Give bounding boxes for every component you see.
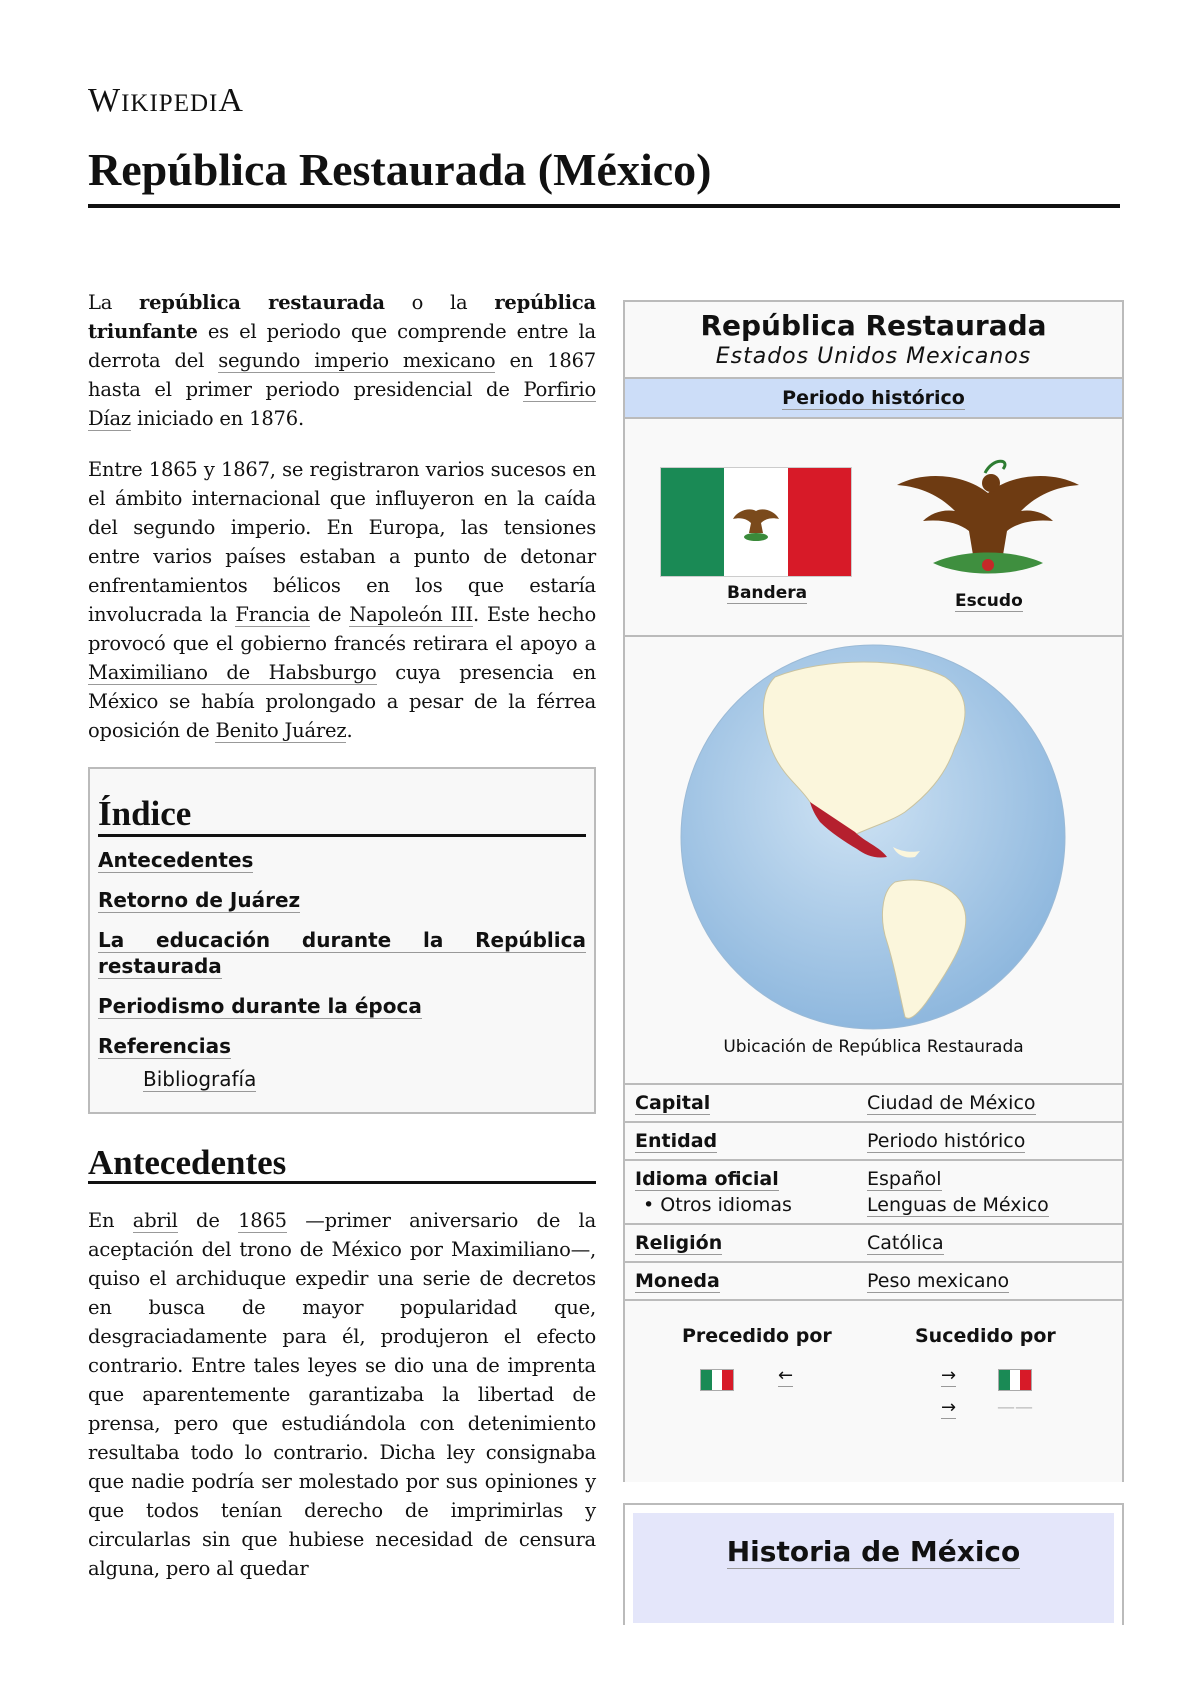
row-value-link[interactable]: Español	[867, 1168, 942, 1190]
link-1865[interactable]: 1865	[238, 1209, 287, 1232]
link-abril[interactable]: abril	[132, 1209, 178, 1232]
successor-arrow-link[interactable]: →	[941, 1365, 957, 1386]
infobox-band	[625, 379, 1122, 419]
table-of-contents	[88, 767, 596, 1114]
row-sublabel: • Otros idiomas	[643, 1194, 792, 1216]
toc-subitem-bibliografia[interactable]: Bibliografía	[143, 1067, 257, 1091]
successor-placeholder: ——	[997, 1397, 1033, 1418]
row-label[interactable]: Capital	[635, 1092, 711, 1114]
row-label[interactable]: Religión	[635, 1232, 723, 1254]
navbox-title-link[interactable]: Historia de México	[726, 1535, 1021, 1568]
row-value-link[interactable]: Lenguas de México	[867, 1194, 1049, 1216]
text: Entre 1865 y 1867, se registraron varios sucesos en el ámbito internacional que influyeron en la caída del segundo imperio. En Europa, las tensiones entre varios países estaban a punto de detonar enfrentamientos bélicos en los que estaría involucrada la	[88, 458, 596, 626]
infobox-row-moneda	[625, 1263, 1122, 1301]
infobox-symbols	[625, 419, 1122, 637]
infobox-official-name: Estados Unidos Mexicanos	[715, 344, 1032, 369]
row-label[interactable]: Entidad	[635, 1130, 718, 1152]
toc-item-periodismo[interactable]: Periodismo durante la época	[98, 994, 422, 1018]
infobox-rows	[625, 1085, 1122, 1301]
link-napoleon-iii[interactable]: Napoleón III	[349, 603, 474, 626]
text: es el periodo que comprende entre la derrota del	[88, 320, 596, 372]
link-porfirio-diaz[interactable]: Porfirio Díaz	[88, 378, 596, 430]
text: —primer aniversario de la aceptación del trono de México por Maximiliano—, quiso el archiduque expedir una serie de decretos en busca de mayor popularidad que, desgraciadamente para él, produjeron el efecto contrario. Entre tales leyes se dio una de imprenta que aparentemente garantizaba la libertad de prensa, pero que estudiándola con detenimiento resultaba todo lo contrario. Dicha ley consignaba que nadie podría ser molestado por sus opiniones y que todos tenían derecho de imprimirlas y circularlas sin que hubiese necesidad de censura alguna, pero al quedar	[88, 1209, 596, 1580]
infobox-map	[625, 637, 1122, 1085]
intro-paragraph-2	[88, 455, 596, 745]
text: cuya presencia en México se había prolongado a pesar de la férrea oposición de	[88, 661, 597, 742]
text: de	[177, 1209, 239, 1232]
link-segundo-imperio[interactable]: segundo imperio mexicano	[218, 349, 496, 372]
infobox-title: República Restaurada	[700, 309, 1047, 342]
infobox	[623, 300, 1124, 1482]
eagle-icon	[731, 497, 781, 547]
text: en 1867 hasta el primer periodo presidencial de	[88, 349, 596, 401]
infobox-row-idioma	[625, 1161, 1122, 1225]
link-francia[interactable]: Francia	[235, 603, 310, 626]
map-caption: Ubicación de República Restaurada	[723, 1037, 1024, 1057]
section-paragraph	[88, 1206, 596, 1583]
infobox-header	[625, 302, 1122, 379]
coat-of-arms-image[interactable]	[893, 453, 1083, 593]
text: . Este hecho provocó que el gobierno francés retirara el apoyo a	[88, 603, 596, 655]
row-value-link[interactable]: Católica	[867, 1232, 944, 1254]
flag-caption-link[interactable]: Bandera	[727, 583, 808, 603]
bold-term: república restaurada	[139, 291, 385, 314]
predecessor-flag-icon[interactable]	[700, 1369, 734, 1391]
row-value-link[interactable]: Ciudad de México	[867, 1092, 1036, 1114]
row-value-link[interactable]: Periodo histórico	[867, 1130, 1026, 1152]
infobox-succession	[625, 1301, 1122, 1461]
article-body	[88, 288, 596, 1605]
wordmark-letter: W	[88, 82, 122, 119]
text: .	[346, 719, 353, 742]
toc-item-retorno[interactable]: Retorno de Juárez	[98, 888, 301, 912]
wikipedia-wordmark[interactable]	[88, 82, 244, 120]
text: En	[88, 1209, 133, 1232]
infobox-row-religion	[625, 1225, 1122, 1263]
row-label[interactable]: Moneda	[635, 1270, 720, 1292]
text: de	[309, 603, 350, 626]
text: La	[88, 291, 140, 314]
preceded-by-label: Precedido por	[682, 1325, 832, 1347]
succeeded-by-label: Sucedido por	[915, 1325, 1056, 1347]
section-heading: Antecedentes	[88, 1148, 596, 1184]
row-value-link[interactable]: Peso mexicano	[867, 1270, 1010, 1292]
bold-term: república triunfante	[88, 291, 596, 343]
coat-caption-link[interactable]: Escudo	[955, 591, 1023, 611]
page-title: República Restaurada (México)	[88, 140, 1120, 208]
link-benito-juarez[interactable]: Benito Juárez	[215, 719, 347, 742]
predecessor-arrow-link[interactable]: ←	[778, 1365, 794, 1386]
infobox-row-capital	[625, 1085, 1122, 1123]
text: iniciado en 1876.	[130, 407, 304, 430]
navbox-historia	[623, 1503, 1124, 1625]
wordmark-letter: A	[218, 82, 244, 119]
intro-paragraph-1	[88, 288, 596, 433]
successor-flag-icon[interactable]	[998, 1369, 1032, 1391]
flag-image[interactable]	[660, 467, 852, 577]
row-label[interactable]: Idioma oficial	[635, 1168, 779, 1190]
link-maximiliano[interactable]: Maximiliano de Habsburgo	[88, 661, 377, 684]
link-periodo-historico[interactable]: Periodo histórico	[782, 387, 965, 409]
infobox-row-entidad	[625, 1123, 1122, 1161]
wordmark-letters: IKIPEDI	[121, 90, 219, 117]
toc-item-antecedentes[interactable]: Antecedentes	[98, 848, 254, 872]
text: o la	[384, 291, 495, 314]
successor-arrow-link[interactable]: →	[941, 1397, 957, 1418]
toc-item-referencias[interactable]: Referencias	[98, 1034, 232, 1058]
toc-heading: Índice	[98, 799, 586, 837]
toc-item-educacion[interactable]: La educación durante la República restaurada	[98, 928, 586, 978]
globe-map-image[interactable]	[625, 637, 1122, 1037]
